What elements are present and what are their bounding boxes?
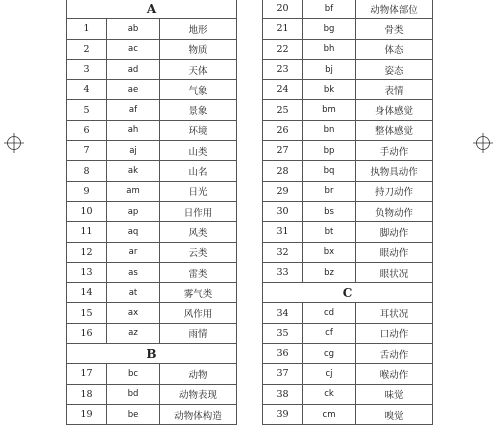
row-code: bz (303, 262, 356, 282)
row-number: 21 (263, 19, 303, 39)
row-code: ak (107, 161, 160, 181)
row-code: cj (303, 364, 356, 384)
row-number: 19 (67, 404, 107, 424)
registration-mark-left-icon (4, 133, 24, 153)
row-code: bn (303, 120, 356, 140)
row-number: 23 (263, 59, 303, 79)
row-number: 17 (67, 364, 107, 384)
row-term: 地形 (160, 19, 237, 39)
row-number: 27 (263, 141, 303, 161)
row-number: 10 (67, 201, 107, 221)
row-term: 山类 (160, 141, 237, 161)
row-term: 山名 (160, 161, 237, 181)
row-number: 3 (67, 59, 107, 79)
row-code: bk (303, 80, 356, 100)
row-code: bm (303, 100, 356, 120)
row-number: 4 (67, 80, 107, 100)
row-term: 眼状况 (356, 262, 433, 282)
row-code: ax (107, 303, 160, 323)
row-number: 15 (67, 303, 107, 323)
row-number: 8 (67, 161, 107, 181)
row-term: 负物动作 (356, 201, 433, 221)
row-term: 环境 (160, 120, 237, 140)
section-header-row (67, 344, 237, 364)
section-letter: B (67, 344, 237, 364)
row-term: 雨情 (160, 323, 237, 343)
row-code: bh (303, 39, 356, 59)
row-code: ar (107, 242, 160, 262)
row-term: 舌动作 (356, 344, 433, 364)
row-term: 气象 (160, 80, 237, 100)
row-number: 12 (67, 242, 107, 262)
row-term: 云类 (160, 242, 237, 262)
row-number: 31 (263, 222, 303, 242)
row-code: bc (107, 364, 160, 384)
row-number: 28 (263, 161, 303, 181)
row-code: at (107, 283, 160, 303)
table-row (67, 39, 237, 59)
row-code: ac (107, 39, 160, 59)
table-row (263, 384, 433, 404)
row-code: ah (107, 120, 160, 140)
row-number: 16 (67, 323, 107, 343)
row-number: 36 (263, 344, 303, 364)
row-term: 味觉 (356, 384, 433, 404)
row-number: 30 (263, 201, 303, 221)
table-row (67, 262, 237, 282)
table-row (263, 181, 433, 201)
table-row (67, 384, 237, 404)
row-number: 26 (263, 120, 303, 140)
right-index-table (262, 0, 433, 425)
table-row (67, 242, 237, 262)
row-number: 1 (67, 19, 107, 39)
row-term: 骨类 (356, 19, 433, 39)
row-term: 表情 (356, 80, 433, 100)
row-term: 眼动作 (356, 242, 433, 262)
row-number: 25 (263, 100, 303, 120)
table-row (67, 222, 237, 242)
row-code: ad (107, 59, 160, 79)
registration-mark-right-icon (473, 133, 493, 153)
row-term: 风类 (160, 222, 237, 242)
table-row (263, 19, 433, 39)
row-code: bx (303, 242, 356, 262)
section-header-row (67, 0, 237, 19)
row-number: 14 (67, 283, 107, 303)
row-number: 34 (263, 303, 303, 323)
table-row (263, 141, 433, 161)
row-term: 嗅觉 (356, 404, 433, 424)
row-number: 32 (263, 242, 303, 262)
row-number: 11 (67, 222, 107, 242)
row-term: 景象 (160, 100, 237, 120)
row-code: cg (303, 344, 356, 364)
table-row (263, 59, 433, 79)
row-term: 手动作 (356, 141, 433, 161)
table-row (263, 80, 433, 100)
row-code: ck (303, 384, 356, 404)
table-row (67, 19, 237, 39)
table-row (67, 80, 237, 100)
row-code: ae (107, 80, 160, 100)
table-row (67, 161, 237, 181)
row-code: bf (303, 0, 356, 19)
row-number: 20 (263, 0, 303, 19)
table-row (67, 59, 237, 79)
row-number: 38 (263, 384, 303, 404)
row-code: bd (107, 384, 160, 404)
row-term: 日光 (160, 181, 237, 201)
row-term: 口动作 (356, 323, 433, 343)
table-row (67, 283, 237, 303)
table-row (67, 404, 237, 424)
row-number: 29 (263, 181, 303, 201)
row-code: am (107, 181, 160, 201)
section-letter: C (263, 283, 433, 303)
row-term: 动物体部位 (356, 0, 433, 19)
row-code: ap (107, 201, 160, 221)
table-row (67, 120, 237, 140)
row-code: be (107, 404, 160, 424)
row-term: 物质 (160, 39, 237, 59)
row-number: 13 (67, 262, 107, 282)
section-letter: A (67, 0, 237, 19)
row-code: ab (107, 19, 160, 39)
row-code: br (303, 181, 356, 201)
row-code: bg (303, 19, 356, 39)
row-code: bp (303, 141, 356, 161)
row-number: 35 (263, 323, 303, 343)
row-term: 姿态 (356, 59, 433, 79)
section-header-row (263, 283, 433, 303)
table-row (263, 344, 433, 364)
table-row (263, 201, 433, 221)
row-code: aq (107, 222, 160, 242)
row-number: 9 (67, 181, 107, 201)
row-code: bs (303, 201, 356, 221)
table-row (67, 364, 237, 384)
row-term: 身体感觉 (356, 100, 433, 120)
row-number: 33 (263, 262, 303, 282)
row-code: bj (303, 59, 356, 79)
table-row (263, 161, 433, 181)
row-number: 7 (67, 141, 107, 161)
table-row (263, 100, 433, 120)
row-number: 5 (67, 100, 107, 120)
row-code: aj (107, 141, 160, 161)
row-number: 2 (67, 39, 107, 59)
table-row (263, 303, 433, 323)
row-code: bt (303, 222, 356, 242)
table-row (263, 39, 433, 59)
table-row (67, 323, 237, 343)
row-term: 雾气类 (160, 283, 237, 303)
row-term: 动物体构造 (160, 404, 237, 424)
table-row (67, 201, 237, 221)
row-term: 喉动作 (356, 364, 433, 384)
row-term: 执物具动作 (356, 161, 433, 181)
row-term: 脚动作 (356, 222, 433, 242)
table-row (263, 262, 433, 282)
row-number: 22 (263, 39, 303, 59)
table-row (263, 120, 433, 140)
row-term: 天体 (160, 59, 237, 79)
row-term: 雷类 (160, 262, 237, 282)
row-term: 整体感觉 (356, 120, 433, 140)
row-number: 6 (67, 120, 107, 140)
row-code: az (107, 323, 160, 343)
table-row (67, 100, 237, 120)
row-term: 持刀动作 (356, 181, 433, 201)
row-number: 18 (67, 384, 107, 404)
row-number: 39 (263, 404, 303, 424)
table-row (67, 141, 237, 161)
row-term: 体态 (356, 39, 433, 59)
left-index-table (66, 0, 237, 425)
row-number: 24 (263, 80, 303, 100)
table-row (263, 404, 433, 424)
table-row (263, 222, 433, 242)
table-row (263, 323, 433, 343)
table-row (263, 364, 433, 384)
row-term: 日作用 (160, 201, 237, 221)
row-term: 动物表现 (160, 384, 237, 404)
row-code: bq (303, 161, 356, 181)
table-row (67, 181, 237, 201)
row-term: 耳状况 (356, 303, 433, 323)
row-code: af (107, 100, 160, 120)
row-code: as (107, 262, 160, 282)
table-row (263, 242, 433, 262)
row-code: cf (303, 323, 356, 343)
row-code: cm (303, 404, 356, 424)
table-row (263, 0, 433, 19)
table-row (67, 303, 237, 323)
row-term: 风作用 (160, 303, 237, 323)
row-code: cd (303, 303, 356, 323)
row-term: 动物 (160, 364, 237, 384)
row-number: 37 (263, 364, 303, 384)
